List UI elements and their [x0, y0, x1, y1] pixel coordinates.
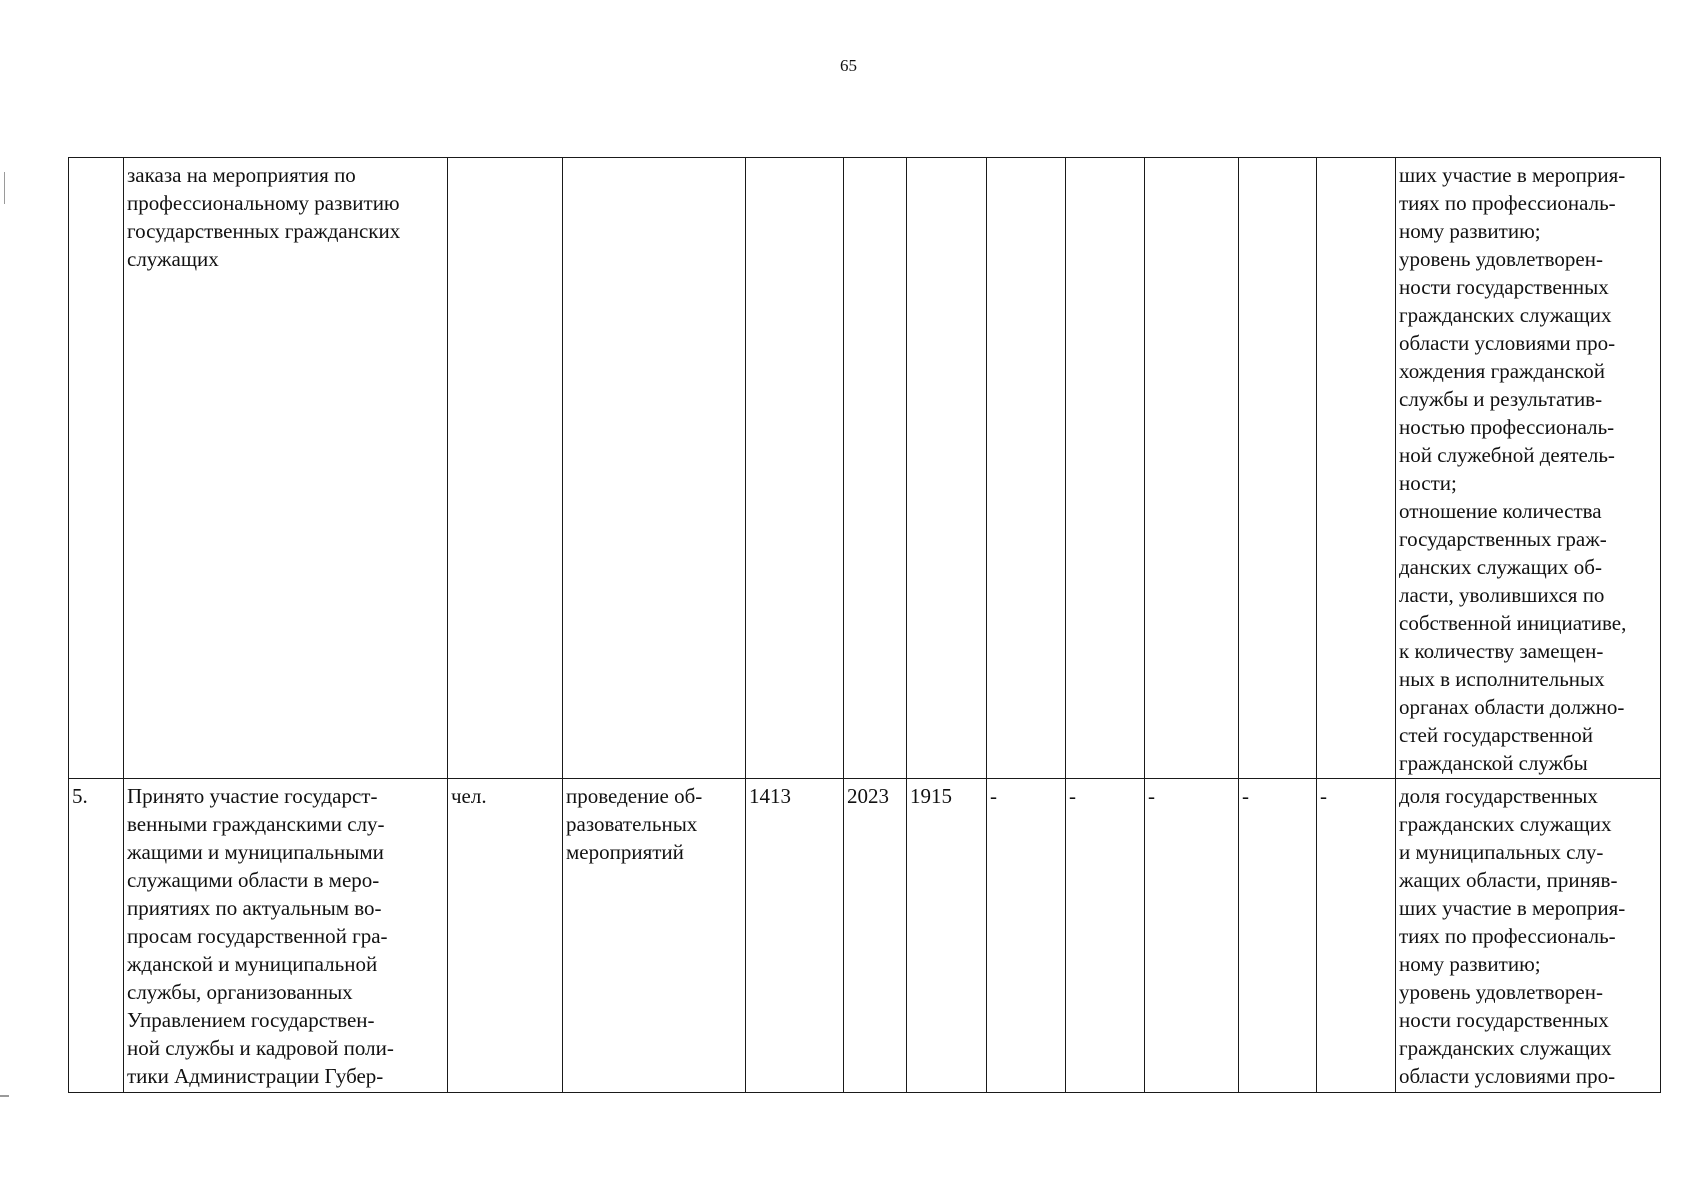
cell-indicators: доля государственных гражданских служащих и муниципальных слу- жащих области, приняв- ших участие в мероприя- тиях по профессиональ- ному развитию; уровень удовлетворен- ности государственных гражданских служащих области условиями про-	[1396, 779, 1661, 1093]
scan-edge-mark	[4, 172, 5, 204]
cell-value	[746, 158, 844, 779]
data-table	[68, 157, 1661, 1093]
cell-value	[1317, 158, 1396, 779]
cell-value: -	[987, 779, 1066, 1093]
cell-value	[1066, 158, 1145, 779]
cell-unit	[448, 158, 563, 779]
cell-unit: чел.	[448, 779, 563, 1093]
cell-method	[563, 158, 746, 779]
cell-value: 2023	[844, 779, 907, 1093]
cell-method: проведение об- разовательных мероприятий	[563, 779, 746, 1093]
cell-value	[987, 158, 1066, 779]
scan-edge-mark	[0, 1095, 9, 1097]
cell-value: -	[1239, 779, 1317, 1093]
cell-number: 5.	[69, 779, 124, 1093]
cell-value	[907, 158, 987, 779]
cell-value	[844, 158, 907, 779]
cell-value: 1915	[907, 779, 987, 1093]
cell-event-name: Принято участие государст- венными гражданскими слу- жащими и муниципальными служащими области в меро- приятиях по актуальным во- просам государственной гра- жданской и муниципальной службы, организованных Управлением государствен- ной службы и кадровой поли- тики Администрации Губер-	[124, 779, 448, 1093]
cell-value: 1413	[746, 779, 844, 1093]
cell-value: -	[1145, 779, 1239, 1093]
cell-value: -	[1066, 779, 1145, 1093]
page-number: 65	[840, 56, 857, 75]
cell-value	[1239, 158, 1317, 779]
table-row	[69, 779, 1661, 1093]
cell-value: -	[1317, 779, 1396, 1093]
cell-indicators: ших участие в мероприя- тиях по профессиональ- ному развитию; уровень удовлетворен- ности государственных гражданских служащих области условиями про- хождения гражданской службы и результатив- ностью профессиональ- ной служебной деятель- ности; отношение количества государственных граж- данских служащих об- ласти, уволившихся по собственной инициативе, к количеству замещен- ных в исполнительных органах области должно- стей государственной гражданской службы	[1396, 158, 1661, 779]
table-row	[69, 158, 1661, 779]
cell-event-name: заказа на мероприятия по профессиональному развитию государственных гражданских служащих	[124, 158, 448, 779]
cell-value	[1145, 158, 1239, 779]
cell-number	[69, 158, 124, 779]
